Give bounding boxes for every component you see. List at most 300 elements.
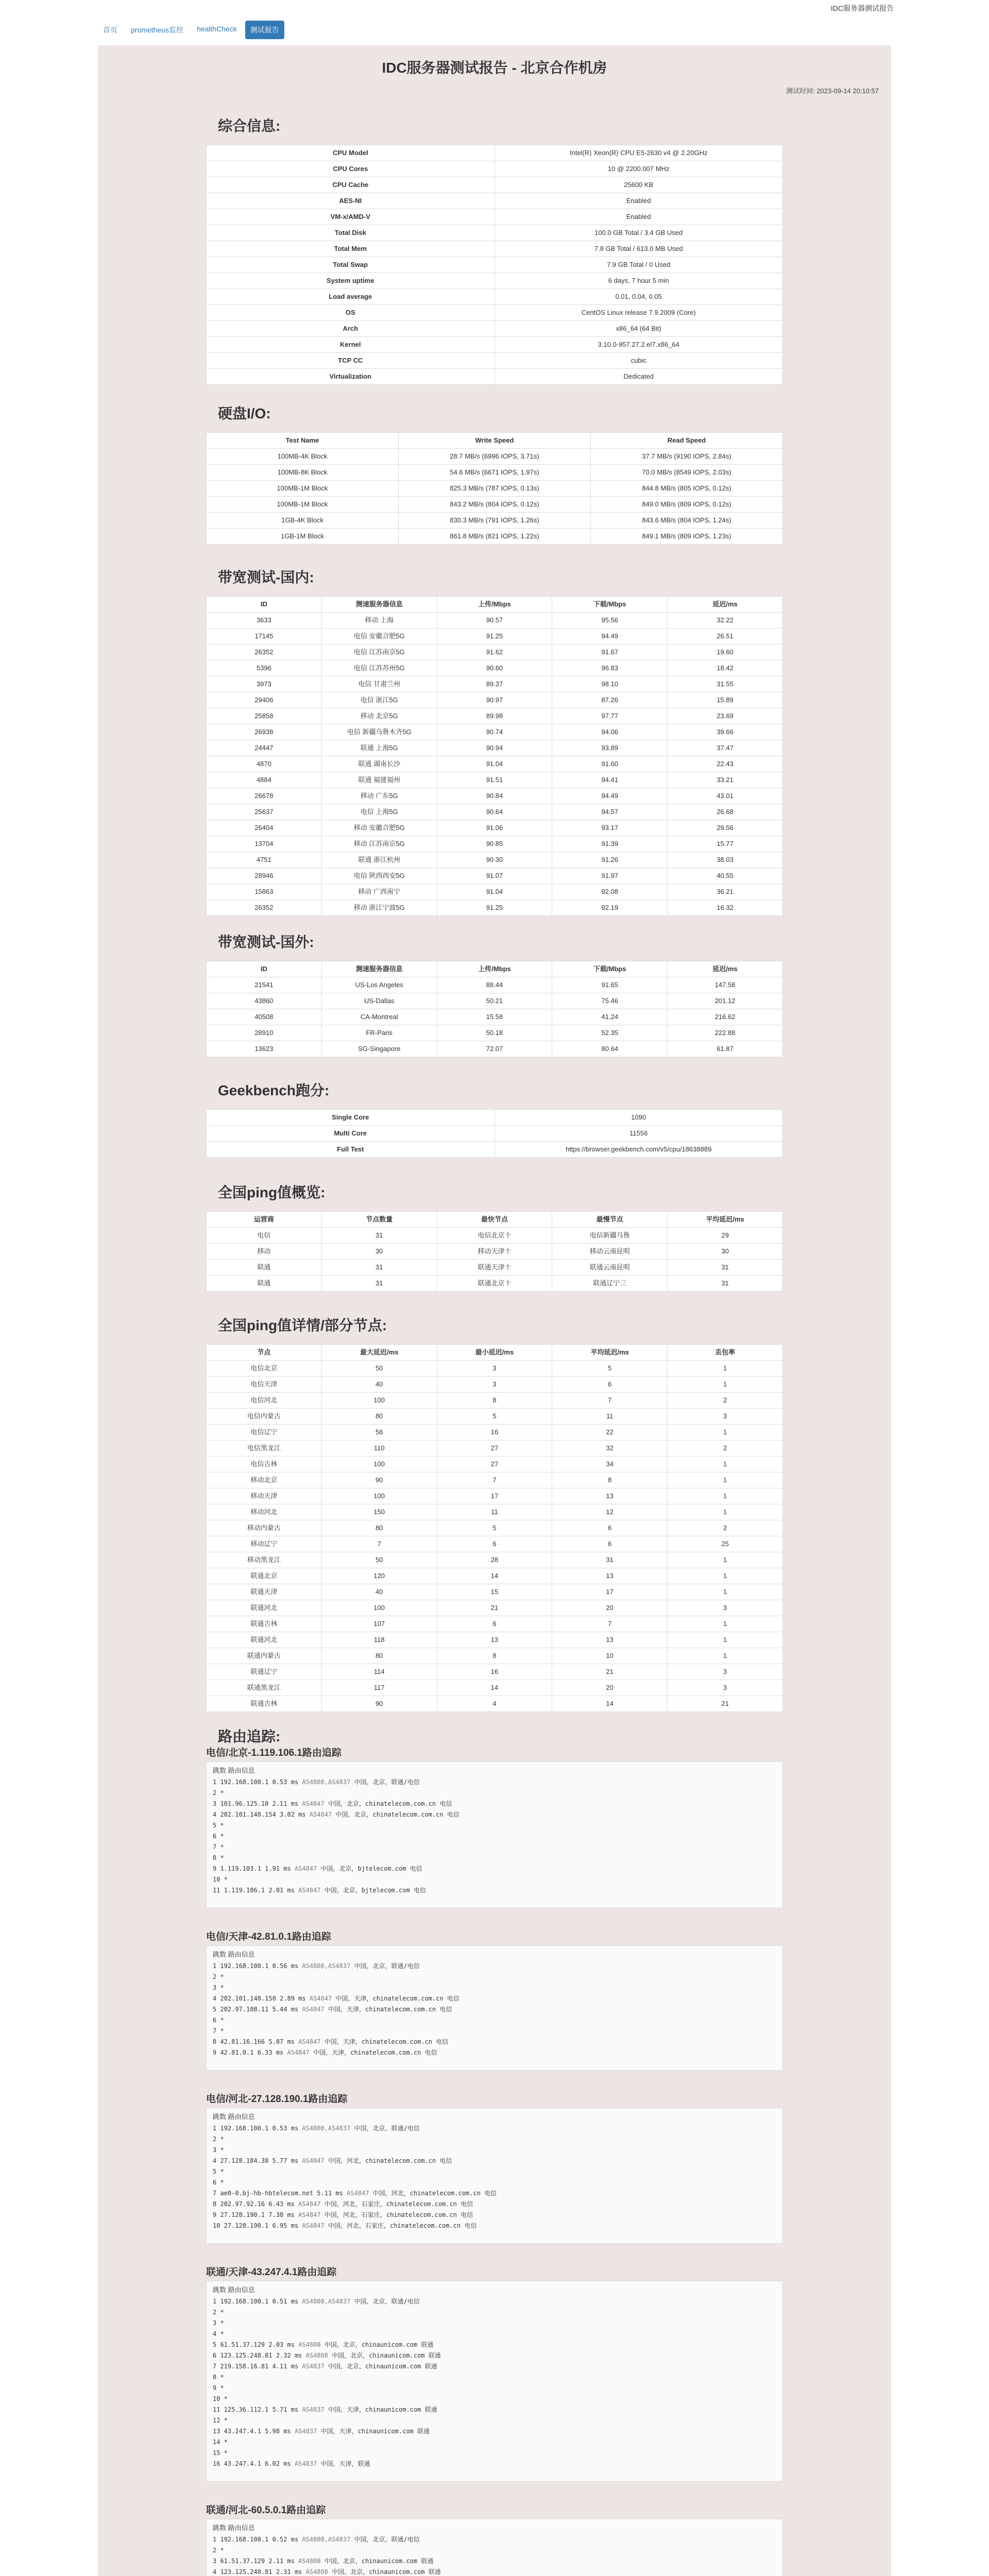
trace-hop [213,2448,776,2459]
trace-hop [213,1831,776,1842]
trace-hop-location: 中国，天津，chinatelecom.com.cn 电信 [335,1995,459,2002]
report-time: 测试时间: 2023-09-14 20:10:57 [786,87,879,95]
table-cell: 13623 [207,1041,322,1057]
trace-hop-location: 中国，天津，chinatelecom.com.cn 电信 [328,2006,452,2013]
table-row [207,241,783,257]
table-row [207,1228,783,1244]
trace-hop [213,2361,776,2372]
section-speed-intl-title: 带宽测试-国外: [218,934,314,950]
table-cell: 90.74 [437,724,552,740]
trace-hop-ip: 3 101.96.125.10 2.11 ms [213,1800,302,1807]
table-row [207,613,783,629]
table-cell: 24447 [207,740,322,756]
disk-io-table [206,432,783,545]
table-row [207,1244,783,1260]
table-cell: 3 [668,1680,783,1696]
table-row [207,836,783,852]
table-cell: 电信 江苏南京5G [321,645,437,660]
table-cell: 100MB-4K Block [207,449,399,465]
trace-hop-as: AS4808,AS4837 [302,1962,354,1970]
table-row [207,321,783,337]
trace-hop-location: 中国，北京，联通/电信 [354,2536,420,2543]
table-row [207,305,783,321]
table-cell: 19.60 [668,645,783,660]
trace-hop-location: 中国，北京，联通/电信 [354,2125,420,2132]
table-cell: Dedicated [494,369,783,385]
trace-hop [213,1777,776,1788]
trace-hop-location: 中国，河北，石家庄，chinatelecom.com.cn 电信 [328,2222,477,2229]
trace-hop [213,1863,776,1874]
table-cell: 17145 [207,629,322,645]
table-row [207,1664,783,1680]
trace-hop-location: 中国，北京，联通/电信 [354,2298,420,2305]
table-cell: 29.56 [668,820,783,836]
table-row [207,1276,783,1292]
table-cell: 32.22 [668,613,783,629]
trace-output [206,2108,783,2244]
trace-hop [213,2394,776,2404]
table-cell: 50.18 [437,1025,552,1041]
trace-hop-as: AS4837 [302,2406,328,2413]
trace-hop [213,2177,776,2188]
table-cell: 2 [668,1393,783,1409]
trace-hop-location: 中国，天津，chinaunicom.com 联通 [320,2428,430,2435]
table-cell: 91.97 [552,868,668,884]
table-cell: 91.26 [552,852,668,868]
trace-hop-ip: 9 * [213,2384,224,2392]
table-cell: 3633 [207,613,322,629]
trace-hop-ip: 4 27.128.184.38 5.77 ms [213,2157,302,2164]
table-cell: 17 [552,1584,668,1600]
table-cell: 91.25 [437,629,552,645]
trace-hop [213,2015,776,2026]
table-cell: 54.6 MB/s (6671 IOPS, 1.97s) [399,465,591,481]
table-cell: 95.56 [552,613,668,629]
trace-hop [213,2567,776,2576]
nav-prometheus[interactable]: prometheus监控 [131,26,183,34]
trace-hop-as: AS4847 [298,1887,325,1894]
trace-hop [213,2556,776,2567]
table-cell: 34 [552,1456,668,1472]
table-cell: 26352 [207,645,322,660]
table-row [207,1440,783,1456]
table-cell: 16 [437,1664,552,1680]
table-row [207,1680,783,1696]
table-row [207,1568,783,1584]
trace-hop-as: AS4808,AS4837 [302,2298,354,2305]
trace-hop-ip: 1 192.168.100.1 0.53 ms [213,2125,302,2132]
trace-hop-location: 中国，北京，chinaunicom.com 联通 [332,2352,441,2359]
table-row [207,225,783,241]
table-row [207,660,783,676]
table-row [207,804,783,820]
table-cell: 移动辽宁 [207,1536,322,1552]
table-cell: 107 [321,1616,437,1632]
table-cell: 11 [552,1409,668,1425]
table-cell: 98.10 [552,676,668,692]
trace-hop [213,2221,776,2231]
summary-table [206,145,783,385]
trace-hop [213,2383,776,2394]
table-cell: Load average [207,289,495,305]
table-cell: 8 [437,1393,552,1409]
table-cell: 90 [321,1696,437,1712]
trace-hop-ip: 5 * [213,1822,224,1829]
table-cell: 56 [321,1425,437,1440]
table-cell: 移动河北 [207,1504,322,1520]
table-cell: 25637 [207,804,322,820]
table-cell: 4 [437,1696,552,1712]
table-cell: 25600 KB [494,177,783,193]
table-cell: 联通 福建福州 [321,772,437,788]
table-cell: 830.3 MB/s (791 IOPS, 1.26s) [399,513,591,529]
section-ping-overview-title: 全国ping值概览: [218,1184,326,1200]
table-cell: 电信内蒙古 [207,1409,322,1425]
table-row [207,1552,783,1568]
table-cell: 13704 [207,836,322,852]
column-header: 下载/Mbps [552,961,668,977]
table-cell: https://browser.geekbench.com/v5/cpu/18638889 [494,1142,783,1158]
trace-title: 电信/河北-27.128.190.1路由追踪 [206,2094,348,2105]
table-cell: 11 [437,1504,552,1520]
table-cell: CPU Cache [207,177,495,193]
table-cell: 15 [437,1584,552,1600]
table-cell: 联通天津十 [437,1260,552,1276]
table-cell: 91.60 [552,756,668,772]
trace-hop-ip: 5 202.97.108.11 5.44 ms [213,2006,302,2013]
trace-hop-as: AS4847 [309,1811,336,1818]
table-cell: 移动 广东5G [321,788,437,804]
table-cell: 26352 [207,900,322,916]
nav-healthcheck[interactable]: healthCheck [196,25,237,33]
table-cell: 88.44 [437,977,552,993]
table-cell: 6 [437,1616,552,1632]
trace-hop-ip: 7 219.158.16.81 4.11 ms [213,2363,302,2370]
table-cell: 94.49 [552,629,668,645]
table-cell: 89.98 [437,708,552,724]
table-cell: 3 [668,1664,783,1680]
nav-report[interactable]: 测试报告 [245,21,284,39]
table-row [207,820,783,836]
trace-hop-location: 中国，北京，bjtelecom.com 电信 [320,1865,422,1872]
table-row [207,209,783,225]
table-cell: 3973 [207,676,322,692]
trace-hop-ip: 8 42.81.16.166 5.87 ms [213,2038,299,2045]
table-header-row [207,597,783,613]
section-summary-title: 综合信息: [218,118,281,134]
table-cell: 26404 [207,820,322,836]
table-cell: 15863 [207,884,322,900]
trace-hop [213,1982,776,1993]
table-cell: 28 [437,1552,552,1568]
table-cell: 23.69 [668,708,783,724]
nav-home[interactable]: 首页 [103,26,117,34]
trace-hop-location: 中国，北京，chinaunicom.com 联通 [332,2568,441,2575]
table-cell: 13 [552,1568,668,1584]
table-cell: 移动云南昆明 [552,1244,668,1260]
column-header: 测速服务器信息 [321,961,437,977]
report-title: IDC服务器测试报告 - 北京合作机房 [382,60,607,76]
table-row [207,1584,783,1600]
trace-hop-ip: 9 1.119.103.1 1.91 ms [213,1865,295,1872]
table-cell: 6 days, 7 hour 5 min [494,273,783,289]
table-cell: 电信北京 [207,1361,322,1377]
column-header: 节点 [207,1345,322,1361]
table-row [207,1536,783,1552]
table-cell: 20 [552,1680,668,1696]
table-cell: Total Disk [207,225,495,241]
table-row [207,161,783,177]
trace-hop-location: 中国，天津，chinatelecom.com.cn 电信 [324,2038,449,2045]
table-cell: 5 [437,1520,552,1536]
trace-hop-as: AS4847 [302,1800,328,1807]
trace-hop-as: AS4808,AS4837 [302,2125,354,2132]
table-cell: 97.77 [552,708,668,724]
trace-hop-as: AS4847 [294,1865,321,1872]
column-header: 最快节点 [437,1212,552,1228]
table-cell: 90 [321,1472,437,1488]
trace-hop-as: AS4847 [302,2006,328,2013]
table-cell: 90.57 [437,613,552,629]
trace-hop [213,2459,776,2469]
table-cell: 电信 江苏苏州5G [321,660,437,676]
table-row [207,273,783,289]
table-row [207,1456,783,1472]
table-cell: 26.68 [668,804,783,820]
table-cell: US-Dallas [321,993,437,1009]
table-cell: 91.06 [437,820,552,836]
table-cell: 1 [668,1568,783,1584]
table-row [207,1361,783,1377]
table-row [207,724,783,740]
table-cell: OS [207,305,495,321]
trace-hop [213,1853,776,1863]
table-cell: 21 [668,1696,783,1712]
table-header-row [207,433,783,449]
table-row [207,1632,783,1648]
table-cell: System uptime [207,273,495,289]
table-cell: 11556 [494,1126,783,1142]
table-cell: 7 [321,1536,437,1552]
trace-hop-as: AS4847 [347,2190,373,2197]
trace-hop-ip: 1 192.168.100.1 0.56 ms [213,1962,302,1970]
table-cell: Intel(R) Xeon(R) CPU E5-2630 v4 @ 2.20GHz [494,145,783,161]
table-cell: 90.94 [437,740,552,756]
table-cell: 3 [437,1361,552,1377]
section-geekbench-title: Geekbench跑分: [218,1082,330,1098]
table-row [207,1377,783,1393]
trace-hop [213,2318,776,2329]
trace-hop [213,2534,776,2545]
table-cell: 3.10.0-957.27.2.el7.x86_64 [494,337,783,353]
column-header: Read Speed [591,433,783,449]
section-traceroute-title: 路由追踪: [218,1728,281,1744]
table-cell: 17 [437,1488,552,1504]
trace-output [206,2519,783,2576]
table-cell: 25 [668,1536,783,1552]
trace-hop [213,2199,776,2210]
table-cell: 电信新疆乌鲁 [552,1228,668,1244]
table-cell: 89.37 [437,676,552,692]
table-cell: Total Mem [207,241,495,257]
trace-hop [213,2156,776,2166]
trace-hop-ip: 6 * [213,2179,224,2186]
trace-hop-ip: 7 * [213,2027,224,2035]
trace-hop-location: 中国，北京，联通/电信 [354,1778,420,1786]
column-header: 下载/Mbps [552,597,668,613]
table-cell: 91.51 [437,772,552,788]
trace-hop-ip: 2 * [213,2136,224,2143]
column-header: Write Speed [399,433,591,449]
table-cell: 电信河北 [207,1393,322,1409]
trace-hop-as: AS4837 [294,2428,321,2435]
table-cell: Enabled [494,193,783,209]
trace-hop-location: 中国，河北，石家庄，chinatelecom.com.cn 电信 [324,2200,473,2208]
table-row [207,497,783,513]
table-cell: Single Core [207,1110,495,1126]
column-header: 最小延迟/ms [437,1345,552,1361]
trace-header: 跳数 路由信息 [213,1767,255,1774]
table-cell: 2 [668,1520,783,1536]
table-cell: 100.0 GB Total / 3.4 GB Used [494,225,783,241]
trace-hop [213,2340,776,2350]
table-row [207,1025,783,1041]
table-cell: 1 [668,1616,783,1632]
table-row [207,257,783,273]
trace-header: 跳数 路由信息 [213,2113,255,2121]
table-cell: 90.30 [437,852,552,868]
table-row [207,145,783,161]
trace-hop-ip: 4 123.125.248.81 2.31 ms [213,2568,306,2575]
table-cell: 94.49 [552,788,668,804]
table-cell: 39.66 [668,724,783,740]
table-cell: 电信 浙江5G [321,692,437,708]
table-cell: 6 [552,1520,668,1536]
table-cell: 电信辽宁 [207,1425,322,1440]
table-cell: 28.7 MB/s (6996 IOPS, 3.71s) [399,449,591,465]
table-cell: 16.32 [668,900,783,916]
table-cell: 31 [321,1276,437,1292]
table-cell: 联通内蒙古 [207,1648,322,1664]
table-cell: 联通 [207,1276,322,1292]
table-cell: 8 [552,1472,668,1488]
ping-overview-table [206,1211,783,1292]
table-cell: 电信黑龙江 [207,1440,322,1456]
trace-hop [213,2004,776,2015]
table-cell: 7.8 GB Total / 613.0 MB Used [494,241,783,257]
column-header: 平均延迟/ms [668,1212,783,1228]
trace-hop-ip: 5 * [213,2168,224,2175]
trace-output [206,1761,783,1908]
table-cell: 移动天津十 [437,1244,552,1260]
table-row [207,1616,783,1632]
table-cell: 222.88 [668,1025,783,1041]
section-disk-title: 硬盘I/O: [218,405,271,421]
table-cell: 联通辽宁 [207,1664,322,1680]
table-cell: 91.04 [437,884,552,900]
table-cell: 0.01, 0.04, 0.05 [494,289,783,305]
trace-hop [213,2210,776,2221]
trace-header: 跳数 路由信息 [213,1951,255,1958]
trace-hop-location: 中国，天津，chinaunicom.com 联通 [328,2406,437,2413]
table-cell: 80 [321,1648,437,1664]
table-cell: 电信 上海5G [321,804,437,820]
trace-hop-ip: 8 * [213,1854,224,1861]
table-row [207,1393,783,1409]
table-cell: Virtualization [207,369,495,385]
table-cell: 1 [668,1632,783,1648]
table-cell: 13 [437,1632,552,1648]
table-cell: 52.35 [552,1025,668,1041]
table-cell: 91.65 [552,977,668,993]
table-cell: 28946 [207,868,322,884]
table-cell: 91.39 [552,836,668,852]
table-cell: 861.8 MB/s (821 IOPS, 1.22s) [399,529,591,545]
table-cell: 87.26 [552,692,668,708]
trace-hop [213,1885,776,1896]
table-cell: 90.85 [437,836,552,852]
table-cell: 18.42 [668,660,783,676]
trace-hop-ip: 13 43.247.4.1 5.98 ms [213,2428,295,2435]
table-cell: SG-Singapore [321,1041,437,1057]
trace-hop-ip: 8 202.97.92.16 6.43 ms [213,2200,299,2208]
trace-hop-as: AS4808,AS4837 [302,1778,354,1786]
table-cell: 40508 [207,1009,322,1025]
table-cell: 移动天津 [207,1488,322,1504]
table-row [207,1648,783,1664]
table-row [207,977,783,993]
table-row [207,465,783,481]
table-cell: 电信吉林 [207,1456,322,1472]
table-cell: 31 [552,1552,668,1568]
trace-hop-location: 中国，北京，bjtelecom.com 电信 [324,1887,426,1894]
table-cell: 联通黑龙江 [207,1680,322,1696]
table-cell: 3 [668,1409,783,1425]
column-header: Test Name [207,433,399,449]
table-cell: 61.87 [668,1041,783,1057]
table-cell: 联通河北 [207,1632,322,1648]
trace-hop [213,1799,776,1809]
table-cell: 91.07 [437,868,552,884]
column-header: 节点数量 [321,1212,437,1228]
table-cell: 40.55 [668,868,783,884]
trace-hop [213,2404,776,2415]
trace-header: 跳数 路由信息 [213,2524,255,2532]
table-cell: 4870 [207,756,322,772]
trace-hop-ip: 9 42.81.0.1 6.33 ms [213,2049,287,2056]
table-row [207,676,783,692]
table-cell: 联通辽宁三 [552,1276,668,1292]
table-cell: 40 [321,1584,437,1600]
trace-hop-as: AS4808 [305,2352,332,2359]
table-cell: 15.89 [668,692,783,708]
table-cell: 联通天津 [207,1584,322,1600]
table-cell: 216.62 [668,1009,783,1025]
trace-hop [213,1961,776,1972]
table-cell: Total Swap [207,257,495,273]
trace-hop-location: 中国，河北，石家庄，chinatelecom.com.cn 电信 [324,2211,473,2218]
column-header: ID [207,597,322,613]
trace-hop-ip: 5 61.51.37.129 2.03 ms [213,2341,299,2348]
table-cell: 100 [321,1456,437,1472]
trace-hop-ip: 7 ae0-0.bj-hb-hbtelecom.net 5.11 ms [213,2190,347,2197]
column-header: 丢包率 [668,1345,783,1361]
table-cell: Enabled [494,209,783,225]
trace-hop [213,2145,776,2156]
trace-hop-ip: 10 27.128.190.1 6.95 ms [213,2222,302,2229]
trace-hop [213,2166,776,2177]
table-cell: 40 [321,1377,437,1393]
